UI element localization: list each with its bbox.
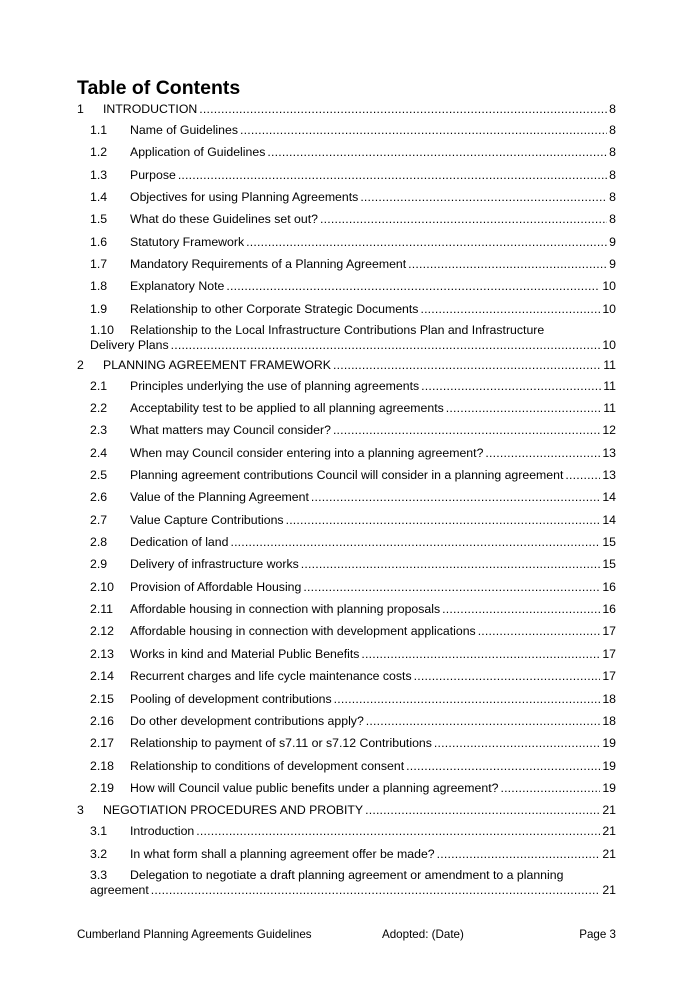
toc-entry-page: 8 xyxy=(609,102,616,116)
toc-entry-number: 1.8 xyxy=(90,279,108,294)
toc-entry-title: Recurrent charges and life cycle maintenance costs xyxy=(130,669,412,684)
toc-entry-number: 2.3 xyxy=(90,423,108,438)
toc-dot-leader xyxy=(361,647,600,662)
toc-subsection-entry[interactable] xyxy=(77,777,616,799)
toc-entry-number: 2.9 xyxy=(90,557,108,572)
toc-entry-page: 10 xyxy=(602,301,616,316)
toc-entry-number: 1 xyxy=(77,102,84,116)
toc-subsection-entry[interactable] xyxy=(77,208,616,230)
toc-subsection-entry[interactable] xyxy=(77,665,616,687)
toc-section-entry[interactable] xyxy=(77,98,616,119)
toc-entry-number: 2.5 xyxy=(90,468,108,483)
toc-entry-line xyxy=(77,257,616,272)
toc-subsection-entry[interactable] xyxy=(77,620,616,642)
toc-entry-page: 8 xyxy=(609,145,616,160)
toc-entry-title: What do these Guidelines set out? xyxy=(130,212,318,227)
toc-entry-title: Works in kind and Material Public Benefits xyxy=(130,646,360,661)
toc-entry-line xyxy=(77,535,616,550)
toc-entry-title: NEGOTIATION PROCEDURES AND PROBITY xyxy=(103,803,364,818)
toc-entry-number: 1.3 xyxy=(90,167,108,182)
toc-entry-number: 3.3 xyxy=(90,867,108,882)
toc-entry-line xyxy=(77,513,616,528)
toc-entry-title: Pooling of development contributions xyxy=(130,691,332,706)
toc-dot-leader xyxy=(434,736,600,751)
toc-entry-number: 2.13 xyxy=(90,646,114,661)
toc-entry-number: 1.2 xyxy=(90,145,108,160)
toc-entry-title: Planning agreement contributions Council will consider in a planning agreement xyxy=(130,468,564,483)
toc-subsection-entry[interactable] xyxy=(77,843,616,865)
toc-entry-page: 21 xyxy=(602,824,616,839)
toc-entry-line xyxy=(77,647,616,662)
toc-entry-page: 9 xyxy=(609,234,616,249)
toc-dot-leader xyxy=(301,557,601,572)
toc-dot-leader xyxy=(196,824,600,839)
toc-entry-line xyxy=(77,602,616,617)
toc-subsection-entry[interactable] xyxy=(77,710,616,732)
toc-dot-leader xyxy=(446,401,601,416)
toc-entry-page: 17 xyxy=(602,624,616,639)
toc-dot-leader xyxy=(333,423,600,438)
toc-entry-title: Objectives for using Planning Agreements xyxy=(130,190,359,205)
toc-entry-page: 11 xyxy=(603,378,616,393)
toc-entry-title: Principles underlying the use of planning agreements xyxy=(130,378,420,393)
toc-dot-leader xyxy=(421,379,601,394)
toc-entry-title: Relationship to payment of s7.11 or s7.12 Contributions xyxy=(130,736,432,751)
footer-adopted-date: Adopted: (Date) xyxy=(382,928,464,941)
toc-entry-line xyxy=(77,302,616,317)
toc-entry-line xyxy=(77,401,616,416)
toc-dot-leader xyxy=(311,490,600,505)
toc-entry-line xyxy=(77,759,616,774)
toc-entry-page: 18 xyxy=(602,691,616,706)
toc-entry-title: PLANNING AGREEMENT FRAMEWORK xyxy=(103,357,331,372)
toc-entry-title: Purpose xyxy=(130,167,176,182)
toc-entry-title-continued: agreement xyxy=(90,882,149,897)
toc-entry-line xyxy=(77,446,616,461)
toc-entry-line xyxy=(77,736,616,751)
toc-subsection-entry[interactable] xyxy=(77,643,616,665)
toc-entry-page: 10 xyxy=(602,338,616,353)
toc-dot-leader xyxy=(151,883,601,898)
toc-entry-page: 8 xyxy=(609,190,616,205)
toc-entry-page: 16 xyxy=(602,602,616,617)
toc-subsection-entry[interactable] xyxy=(77,231,616,253)
toc-dot-leader xyxy=(408,257,607,272)
toc-dot-leader xyxy=(437,847,601,862)
toc-entry-title: Relationship to conditions of development consent xyxy=(130,758,405,773)
footer-document-name: Cumberland Planning Agreements Guidelines xyxy=(77,928,312,941)
toc-entry-page: 18 xyxy=(602,713,616,728)
toc-entry-number: 1.6 xyxy=(90,234,108,249)
toc-entry-number: 2.19 xyxy=(90,780,114,795)
toc-entry-line xyxy=(77,145,616,160)
toc-entry-title: Value of the Planning Agreement xyxy=(130,490,309,505)
toc-entry-number: 2.10 xyxy=(90,579,114,594)
toc-entry-number: 2.1 xyxy=(90,378,108,393)
toc-entry-page: 11 xyxy=(603,401,616,416)
toc-dot-leader xyxy=(246,235,607,250)
toc-subsection-entry[interactable] xyxy=(77,553,616,575)
toc-dot-leader xyxy=(414,669,601,684)
toc-entry-title: What matters may Council consider? xyxy=(130,423,331,438)
toc-subsection-entry[interactable] xyxy=(77,576,616,598)
toc-entry-page: 13 xyxy=(602,445,616,460)
toc-entry-number: 2.8 xyxy=(90,535,108,550)
toc-entry-page: 10 xyxy=(602,279,616,294)
toc-entry-page: 11 xyxy=(603,357,616,372)
toc-entry-line xyxy=(77,669,616,684)
toc-entry-number: 1.9 xyxy=(90,301,108,316)
toc-entry-page: 8 xyxy=(609,212,616,227)
toc-entry-line xyxy=(77,168,616,183)
toc-subsection-entry[interactable] xyxy=(77,298,616,320)
toc-entry-line xyxy=(77,824,616,839)
toc-list xyxy=(77,98,616,899)
toc-entry-number: 2.4 xyxy=(90,445,108,460)
toc-dot-leader xyxy=(478,624,601,639)
toc-entry-number: 2.14 xyxy=(90,669,114,684)
toc-entry-number: 3.2 xyxy=(90,846,108,861)
toc-dot-leader xyxy=(565,468,600,483)
toc-entry-line xyxy=(77,714,616,729)
toc-entry-title: Relationship to other Corporate Strategic Documents xyxy=(130,301,419,316)
toc-entry-number: 2.2 xyxy=(90,401,108,416)
toc-entry-number: 2.7 xyxy=(90,512,108,527)
toc-entry-number: 3.1 xyxy=(90,824,108,839)
toc-dot-leader xyxy=(365,803,600,818)
toc-entry-title: Delivery of infrastructure works xyxy=(130,557,299,572)
toc-entry-line xyxy=(77,468,616,483)
toc-entry-number: 1.10 xyxy=(90,323,114,338)
toc-dot-leader xyxy=(406,759,600,774)
toc-title: Table of Contents xyxy=(77,77,241,99)
toc-entry-page: 19 xyxy=(602,780,616,795)
toc-entry-title: Delegation to negotiate a draft planning agreement or amendment to a planning xyxy=(130,867,564,882)
toc-subsection-entry[interactable] xyxy=(77,375,616,397)
toc-entry-number: 1.7 xyxy=(90,257,108,272)
toc-entry-line xyxy=(77,379,616,394)
toc-entry-title: Affordable housing in connection with development applications xyxy=(130,624,476,639)
toc-entry-line xyxy=(77,803,616,818)
toc-entry-page: 21 xyxy=(602,803,616,818)
toc-entry-page: 19 xyxy=(602,736,616,751)
toc-entry-title: In what form shall a planning agreement offer be made? xyxy=(130,846,435,861)
toc-entry-second-line xyxy=(90,883,616,898)
toc-entry-page: 19 xyxy=(602,758,616,773)
toc-dot-leader xyxy=(366,714,601,729)
toc-subsection-entry[interactable] xyxy=(77,531,616,553)
toc-subsection-entry[interactable] xyxy=(77,253,616,275)
toc-subsection-entry[interactable] xyxy=(77,119,616,141)
toc-subsection-entry[interactable] xyxy=(77,275,616,297)
toc-entry-title: Provision of Affordable Housing xyxy=(130,579,302,594)
toc-entry-number: 2.16 xyxy=(90,713,114,728)
toc-entry-title: Application of Guidelines xyxy=(130,145,266,160)
toc-entry-page: 17 xyxy=(602,646,616,661)
toc-entry-line xyxy=(77,781,616,796)
toc-entry-title: Name of Guidelines xyxy=(130,123,238,137)
toc-entry-title: Statutory Framework xyxy=(130,234,245,249)
toc-dot-leader xyxy=(230,535,600,550)
toc-entry-title: Relationship to the Local Infrastructure Contributions Plan and Infrastructure xyxy=(130,323,545,338)
toc-entry-line xyxy=(77,624,616,639)
toc-subsection-entry[interactable] xyxy=(77,688,616,710)
toc-dot-leader xyxy=(171,338,601,353)
toc-subsection-entry[interactable] xyxy=(77,820,616,842)
toc-entry-second-line xyxy=(90,338,616,353)
toc-subsection-entry[interactable] xyxy=(77,320,616,354)
toc-entry-page: 17 xyxy=(602,669,616,684)
toc-entry-line xyxy=(77,358,616,373)
toc-entry-line xyxy=(77,692,616,707)
toc-subsection-entry[interactable] xyxy=(77,732,616,754)
toc-dot-leader xyxy=(178,168,607,183)
toc-entry-number: 1.1 xyxy=(90,123,108,137)
toc-dot-leader xyxy=(199,102,607,117)
toc-entry-title-continued: Delivery Plans xyxy=(90,338,169,353)
toc-dot-leader xyxy=(286,513,601,528)
toc-entry-number: 3 xyxy=(77,803,84,818)
toc-entry-line xyxy=(77,847,616,862)
toc-entry-line xyxy=(77,212,616,227)
toc-section-entry[interactable] xyxy=(77,354,616,375)
toc-entry-title: Mandatory Requirements of a Planning Agreement xyxy=(130,257,407,272)
toc-entry-line xyxy=(77,557,616,572)
toc-entry-title: Value Capture Contributions xyxy=(130,512,284,527)
toc-entry-page: 12 xyxy=(602,423,616,438)
toc-dot-leader xyxy=(240,123,607,138)
toc-subsection-entry[interactable] xyxy=(77,865,616,899)
toc-entry-page: 8 xyxy=(609,167,616,182)
toc-entry-page: 9 xyxy=(609,257,616,272)
toc-entry-number: 2.18 xyxy=(90,758,114,773)
toc-entry-number: 2.17 xyxy=(90,736,114,751)
toc-dot-leader xyxy=(485,446,600,461)
toc-entry-number: 1.5 xyxy=(90,212,108,227)
toc-subsection-entry[interactable] xyxy=(77,509,616,531)
toc-dot-leader xyxy=(442,602,600,617)
toc-entry-first-line xyxy=(77,323,616,338)
toc-entry-line xyxy=(77,235,616,250)
toc-entry-line xyxy=(77,580,616,595)
toc-entry-first-line xyxy=(77,868,616,883)
toc-dot-leader xyxy=(334,692,601,707)
toc-entry-line xyxy=(77,279,616,294)
toc-entry-number: 2.15 xyxy=(90,691,114,706)
toc-subsection-entry[interactable] xyxy=(77,419,616,441)
toc-entry-title: INTRODUCTION xyxy=(103,102,198,116)
toc-entry-page: 8 xyxy=(609,123,616,137)
toc-subsection-entry[interactable] xyxy=(77,397,616,419)
toc-entry-line xyxy=(77,423,616,438)
toc-dot-leader xyxy=(333,358,601,373)
toc-entry-line xyxy=(77,490,616,505)
toc-entry-title: Do other development contributions apply? xyxy=(130,713,364,728)
toc-entry-title: Introduction xyxy=(130,824,195,839)
toc-dot-leader xyxy=(226,279,600,294)
toc-entry-title: Explanatory Note xyxy=(130,279,225,294)
toc-entry-page: 13 xyxy=(602,468,616,483)
toc-subsection-entry[interactable] xyxy=(77,164,616,186)
toc-entry-page: 15 xyxy=(602,535,616,550)
toc-entry-page: 14 xyxy=(602,490,616,505)
toc-dot-leader xyxy=(420,302,600,317)
page-footer xyxy=(77,928,616,942)
toc-entry-number: 2 xyxy=(77,357,84,372)
toc-dot-leader xyxy=(303,580,600,595)
toc-entry-page: 15 xyxy=(602,557,616,572)
toc-subsection-entry[interactable] xyxy=(77,598,616,620)
toc-entry-line xyxy=(77,102,616,117)
toc-subsection-entry[interactable] xyxy=(77,442,616,464)
toc-entry-line xyxy=(77,123,616,138)
toc-entry-title: Affordable housing in connection with planning proposals xyxy=(130,602,441,617)
toc-entry-title: When may Council consider entering into a planning agreement? xyxy=(130,445,484,460)
toc-dot-leader xyxy=(500,781,600,796)
toc-entry-number: 2.6 xyxy=(90,490,108,505)
toc-entry-title: Acceptability test to be applied to all planning agreements xyxy=(130,401,444,416)
footer-page-number: Page 3 xyxy=(579,928,616,941)
toc-subsection-entry[interactable] xyxy=(77,464,616,486)
toc-entry-page: 16 xyxy=(602,579,616,594)
toc-subsection-entry[interactable] xyxy=(77,186,616,208)
toc-dot-leader xyxy=(320,212,607,227)
toc-dot-leader xyxy=(360,190,607,205)
toc-dot-leader xyxy=(267,145,607,160)
toc-subsection-entry[interactable] xyxy=(77,486,616,508)
toc-entry-number: 2.12 xyxy=(90,624,114,639)
toc-subsection-entry[interactable] xyxy=(77,755,616,777)
toc-entry-page: 14 xyxy=(602,512,616,527)
toc-entry-title: Dedication of land xyxy=(130,535,229,550)
toc-subsection-entry[interactable] xyxy=(77,141,616,163)
toc-entry-number: 2.11 xyxy=(90,602,114,617)
toc-entry-title: How will Council value public benefits under a planning agreement? xyxy=(130,780,499,795)
toc-entry-page: 21 xyxy=(602,882,616,897)
toc-section-entry[interactable] xyxy=(77,799,616,820)
toc-entry-page: 21 xyxy=(602,846,616,861)
toc-entry-line xyxy=(77,190,616,205)
toc-entry-number: 1.4 xyxy=(90,190,108,205)
